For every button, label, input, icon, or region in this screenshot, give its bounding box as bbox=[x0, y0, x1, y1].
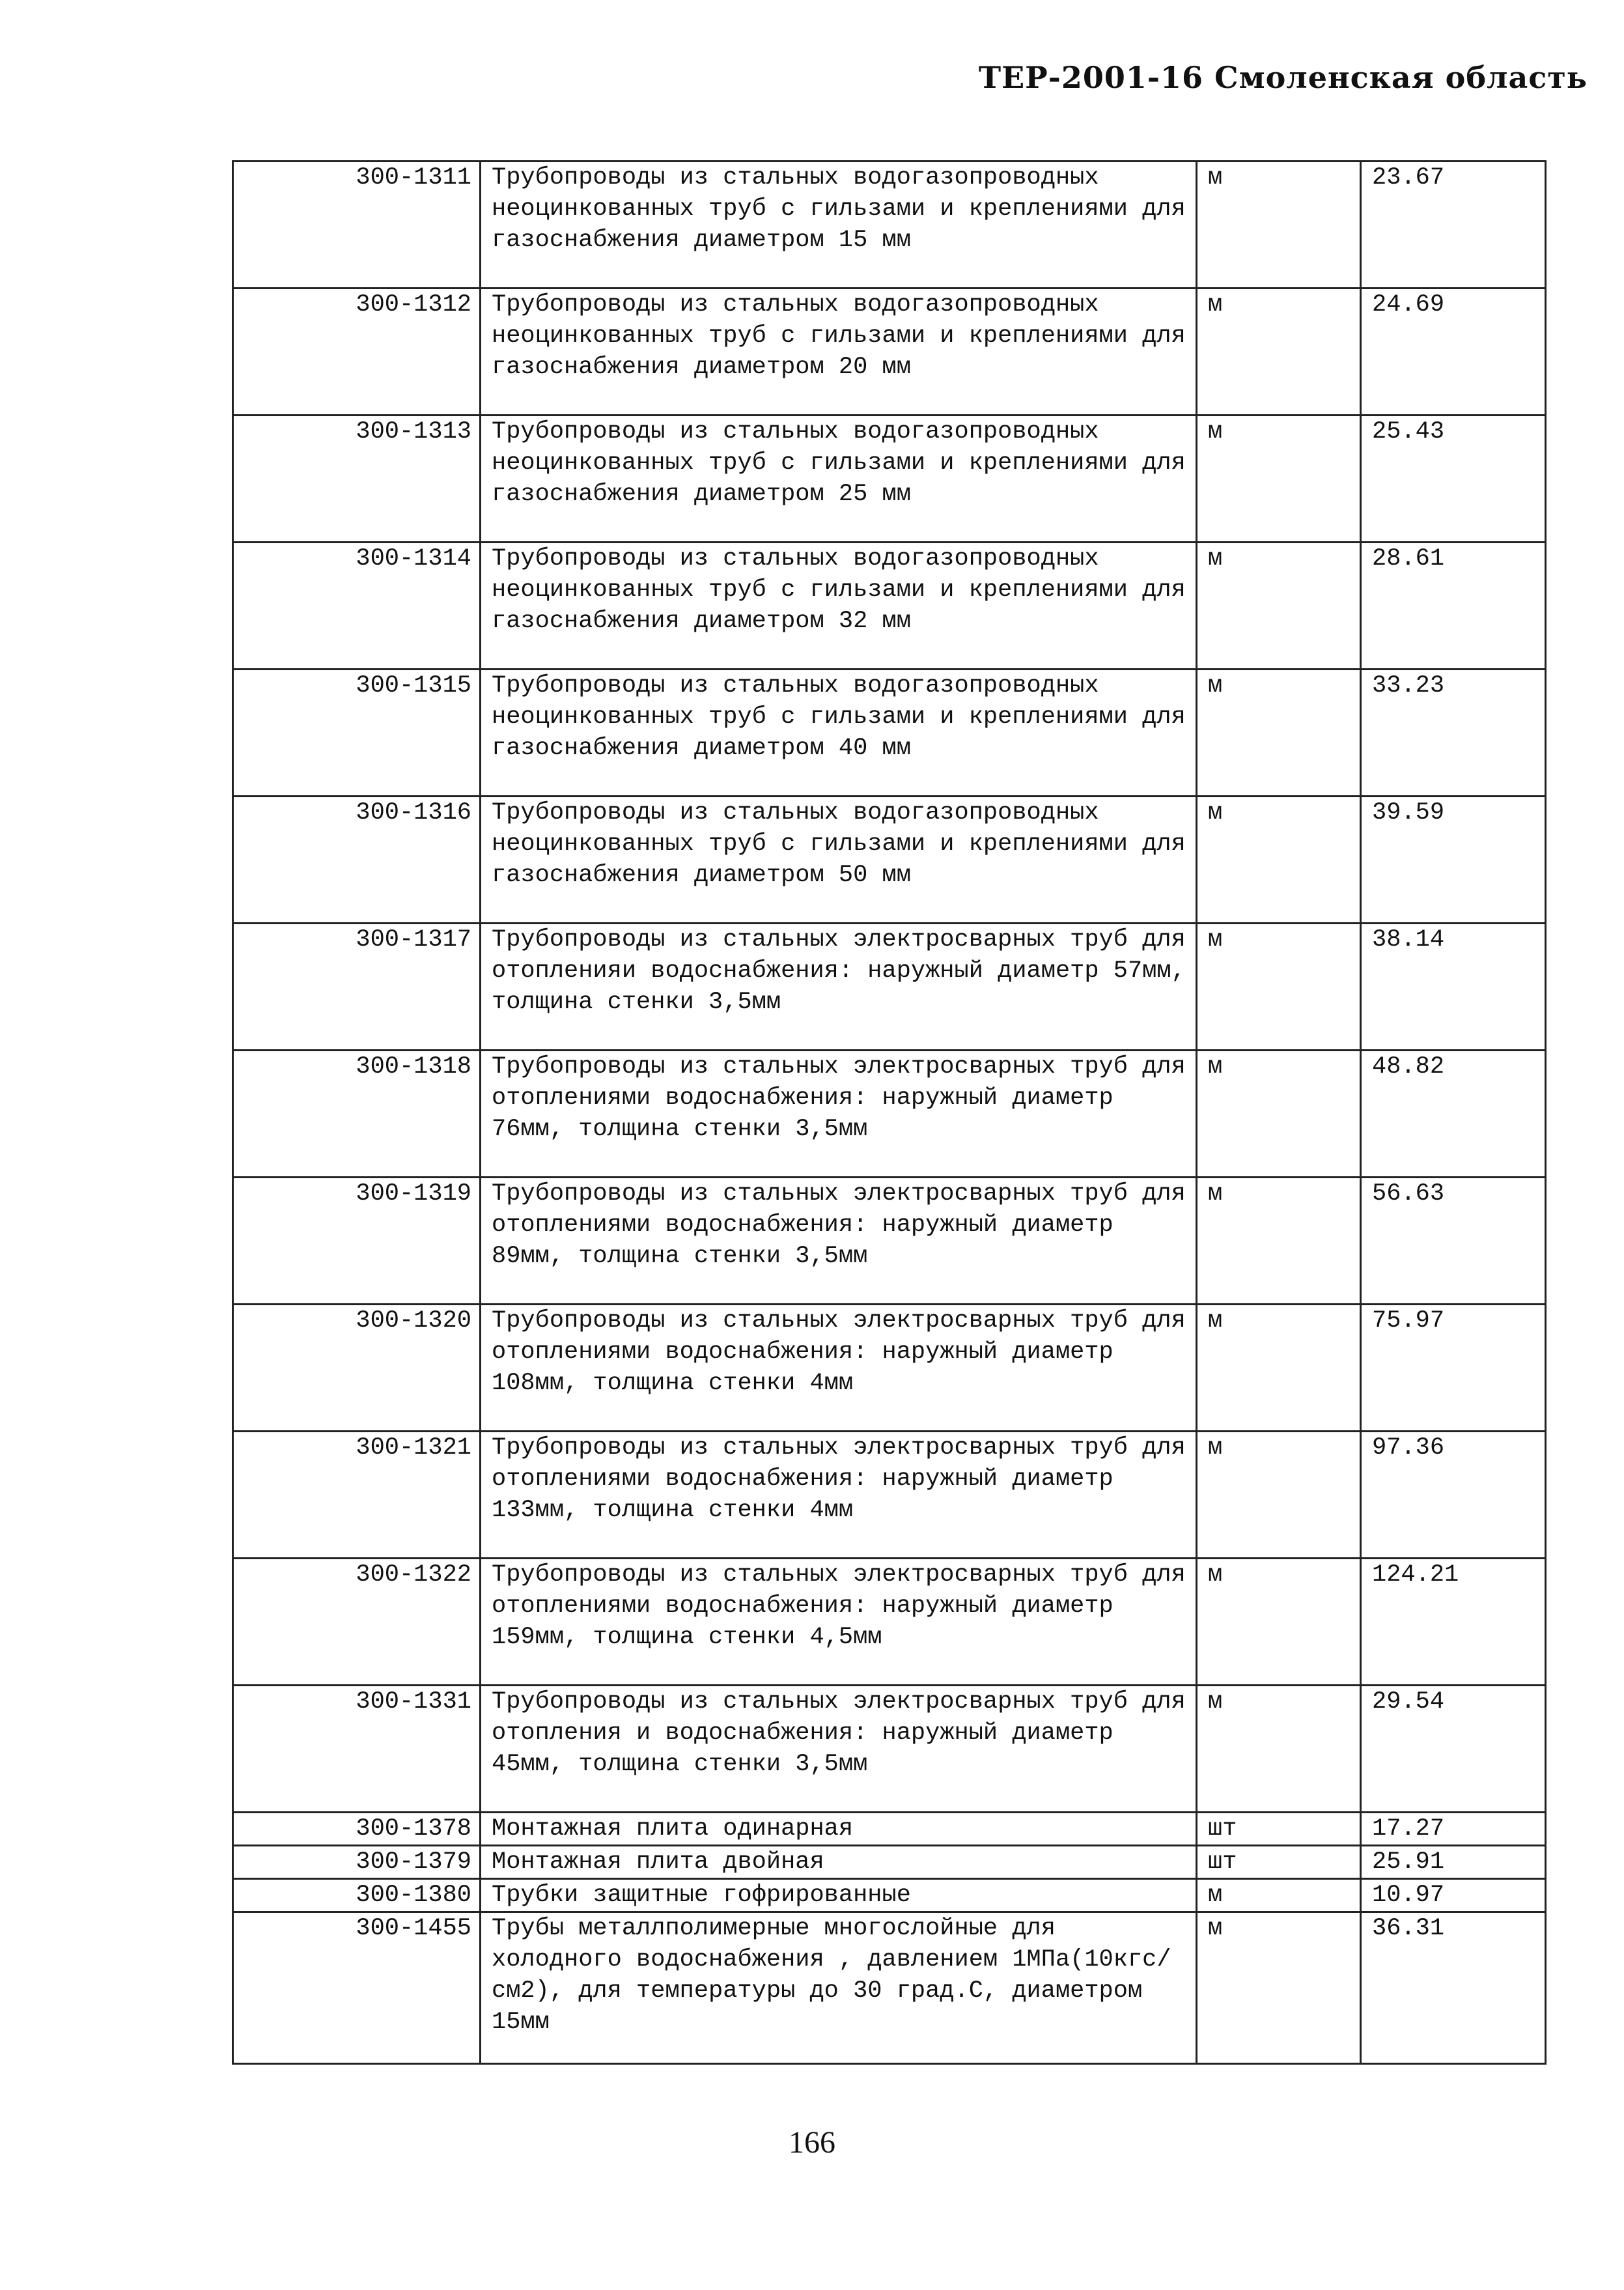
unit-of-measure: м bbox=[1197, 289, 1361, 416]
resource-code: 300-1314 bbox=[233, 543, 481, 670]
unit-of-measure: м bbox=[1197, 543, 1361, 670]
unit-of-measure: м bbox=[1197, 1912, 1361, 2064]
resource-description: Трубопроводы из стальных электросварных труб для отоплениями водоснабжения: наружный диаметр 108мм, толщина стенки 4мм bbox=[481, 1305, 1197, 1432]
table-row bbox=[233, 1178, 1546, 1305]
resource-description: Трубки защитные гофрированные bbox=[481, 1879, 1197, 1912]
resource-code: 300-1455 bbox=[233, 1912, 481, 2064]
resource-code: 300-1322 bbox=[233, 1559, 481, 1686]
table-row bbox=[233, 1686, 1546, 1813]
resource-description: Трубопроводы из стальных электросварных труб для отоплениями водоснабжения: наружный диаметр 76мм, толщина стенки 3,5мм bbox=[481, 1051, 1197, 1178]
price-value: 29.54 bbox=[1361, 1686, 1546, 1813]
unit-of-measure: м bbox=[1197, 416, 1361, 543]
unit-of-measure: шт bbox=[1197, 1846, 1361, 1879]
table-row bbox=[233, 289, 1546, 416]
unit-of-measure: м bbox=[1197, 1686, 1361, 1813]
resource-description: Трубопроводы из стальных электросварных труб для отоплениями водоснабжения: наружный диаметр 133мм, толщина стенки 4мм bbox=[481, 1432, 1197, 1559]
resource-code: 300-1331 bbox=[233, 1686, 481, 1813]
resource-code: 300-1313 bbox=[233, 416, 481, 543]
resource-code: 300-1378 bbox=[233, 1813, 481, 1846]
table-row bbox=[233, 1846, 1546, 1879]
unit-of-measure: м bbox=[1197, 1051, 1361, 1178]
resource-code: 300-1318 bbox=[233, 1051, 481, 1178]
table-row bbox=[233, 1051, 1546, 1178]
page-number: 166 bbox=[789, 2125, 835, 2160]
unit-of-measure: м bbox=[1197, 670, 1361, 797]
resource-description: Трубопроводы из стальных водогазопроводных неоцинкованных труб с гильзами и креплениями для газоснабжения диаметром 32 мм bbox=[481, 543, 1197, 670]
price-value: 33.23 bbox=[1361, 670, 1546, 797]
table-row bbox=[233, 1432, 1546, 1559]
resource-code: 300-1379 bbox=[233, 1846, 481, 1879]
price-table bbox=[232, 160, 1547, 2065]
resource-description: Трубопроводы из стальных электросварных труб для отоплениями водоснабжения: наружный диаметр 89мм, толщина стенки 3,5мм bbox=[481, 1178, 1197, 1305]
table-row bbox=[233, 1305, 1546, 1432]
resource-description: Трубопроводы из стальных водогазопроводных неоцинкованных труб с гильзами и креплениями для газоснабжения диаметром 25 мм bbox=[481, 416, 1197, 543]
table-row bbox=[233, 1813, 1546, 1846]
unit-of-measure: м bbox=[1197, 162, 1361, 289]
resource-code: 300-1320 bbox=[233, 1305, 481, 1432]
table-row bbox=[233, 543, 1546, 670]
resource-description: Монтажная плита одинарная bbox=[481, 1813, 1197, 1846]
resource-description: Трубопроводы из стальных водогазопроводных неоцинкованных труб с гильзами и креплениями для газоснабжения диаметром 50 мм bbox=[481, 797, 1197, 924]
price-value: 23.67 bbox=[1361, 162, 1546, 289]
resource-description: Трубы металлполимерные многослойные для холодного водоснабжения , давлением 1МПа(10кгс/см2), для температуры до 30 град.С, диаметром 15мм bbox=[481, 1912, 1197, 2064]
resource-description: Трубопроводы из стальных электросварных труб для отопления и водоснабжения: наружный диаметр 45мм, толщина стенки 3,5мм bbox=[481, 1686, 1197, 1813]
page-header-title: ТЕР-2001-16 Смоленская область bbox=[978, 60, 1588, 95]
resource-code: 300-1321 bbox=[233, 1432, 481, 1559]
unit-of-measure: м bbox=[1197, 1879, 1361, 1912]
price-value: 28.61 bbox=[1361, 543, 1546, 670]
resource-code: 300-1380 bbox=[233, 1879, 481, 1912]
resource-description: Трубопроводы из стальных электросварных труб для отоплениями водоснабжения: наружный диаметр 159мм, толщина стенки 4,5мм bbox=[481, 1559, 1197, 1686]
price-value: 24.69 bbox=[1361, 289, 1546, 416]
unit-of-measure: м bbox=[1197, 1432, 1361, 1559]
price-value: 10.97 bbox=[1361, 1879, 1546, 1912]
price-value: 25.91 bbox=[1361, 1846, 1546, 1879]
unit-of-measure: м bbox=[1197, 1559, 1361, 1686]
price-value: 38.14 bbox=[1361, 924, 1546, 1051]
resource-description: Трубопроводы из стальных электросварных труб для отопленияи водоснабжения: наружный диаметр 57мм, толщина стенки 3,5мм bbox=[481, 924, 1197, 1051]
table-row bbox=[233, 1912, 1546, 2064]
table-row bbox=[233, 797, 1546, 924]
unit-of-measure: м bbox=[1197, 924, 1361, 1051]
table-row bbox=[233, 1559, 1546, 1686]
price-value: 36.31 bbox=[1361, 1912, 1546, 2064]
unit-of-measure: м bbox=[1197, 1305, 1361, 1432]
table-row bbox=[233, 924, 1546, 1051]
table-row bbox=[233, 416, 1546, 543]
resource-code: 300-1311 bbox=[233, 162, 481, 289]
unit-of-measure: м bbox=[1197, 797, 1361, 924]
price-value: 48.82 bbox=[1361, 1051, 1546, 1178]
resource-code: 300-1319 bbox=[233, 1178, 481, 1305]
resource-code: 300-1317 bbox=[233, 924, 481, 1051]
table-row bbox=[233, 162, 1546, 289]
resource-code: 300-1312 bbox=[233, 289, 481, 416]
unit-of-measure: шт bbox=[1197, 1813, 1361, 1846]
price-value: 17.27 bbox=[1361, 1813, 1546, 1846]
resource-description: Монтажная плита двойная bbox=[481, 1846, 1197, 1879]
table-row bbox=[233, 670, 1546, 797]
resource-description: Трубопроводы из стальных водогазопроводных неоцинкованных труб с гильзами и креплениями для газоснабжения диаметром 40 мм bbox=[481, 670, 1197, 797]
price-value: 39.59 bbox=[1361, 797, 1546, 924]
resource-code: 300-1316 bbox=[233, 797, 481, 924]
price-value: 75.97 bbox=[1361, 1305, 1546, 1432]
price-value: 124.21 bbox=[1361, 1559, 1546, 1686]
resource-description: Трубопроводы из стальных водогазопроводных неоцинкованных труб с гильзами и креплениями для газоснабжения диаметром 15 мм bbox=[481, 162, 1197, 289]
price-value: 25.43 bbox=[1361, 416, 1546, 543]
unit-of-measure: м bbox=[1197, 1178, 1361, 1305]
resource-code: 300-1315 bbox=[233, 670, 481, 797]
price-value: 56.63 bbox=[1361, 1178, 1546, 1305]
resource-description: Трубопроводы из стальных водогазопроводных неоцинкованных труб с гильзами и креплениями для газоснабжения диаметром 20 мм bbox=[481, 289, 1197, 416]
table-row bbox=[233, 1879, 1546, 1912]
price-value: 97.36 bbox=[1361, 1432, 1546, 1559]
